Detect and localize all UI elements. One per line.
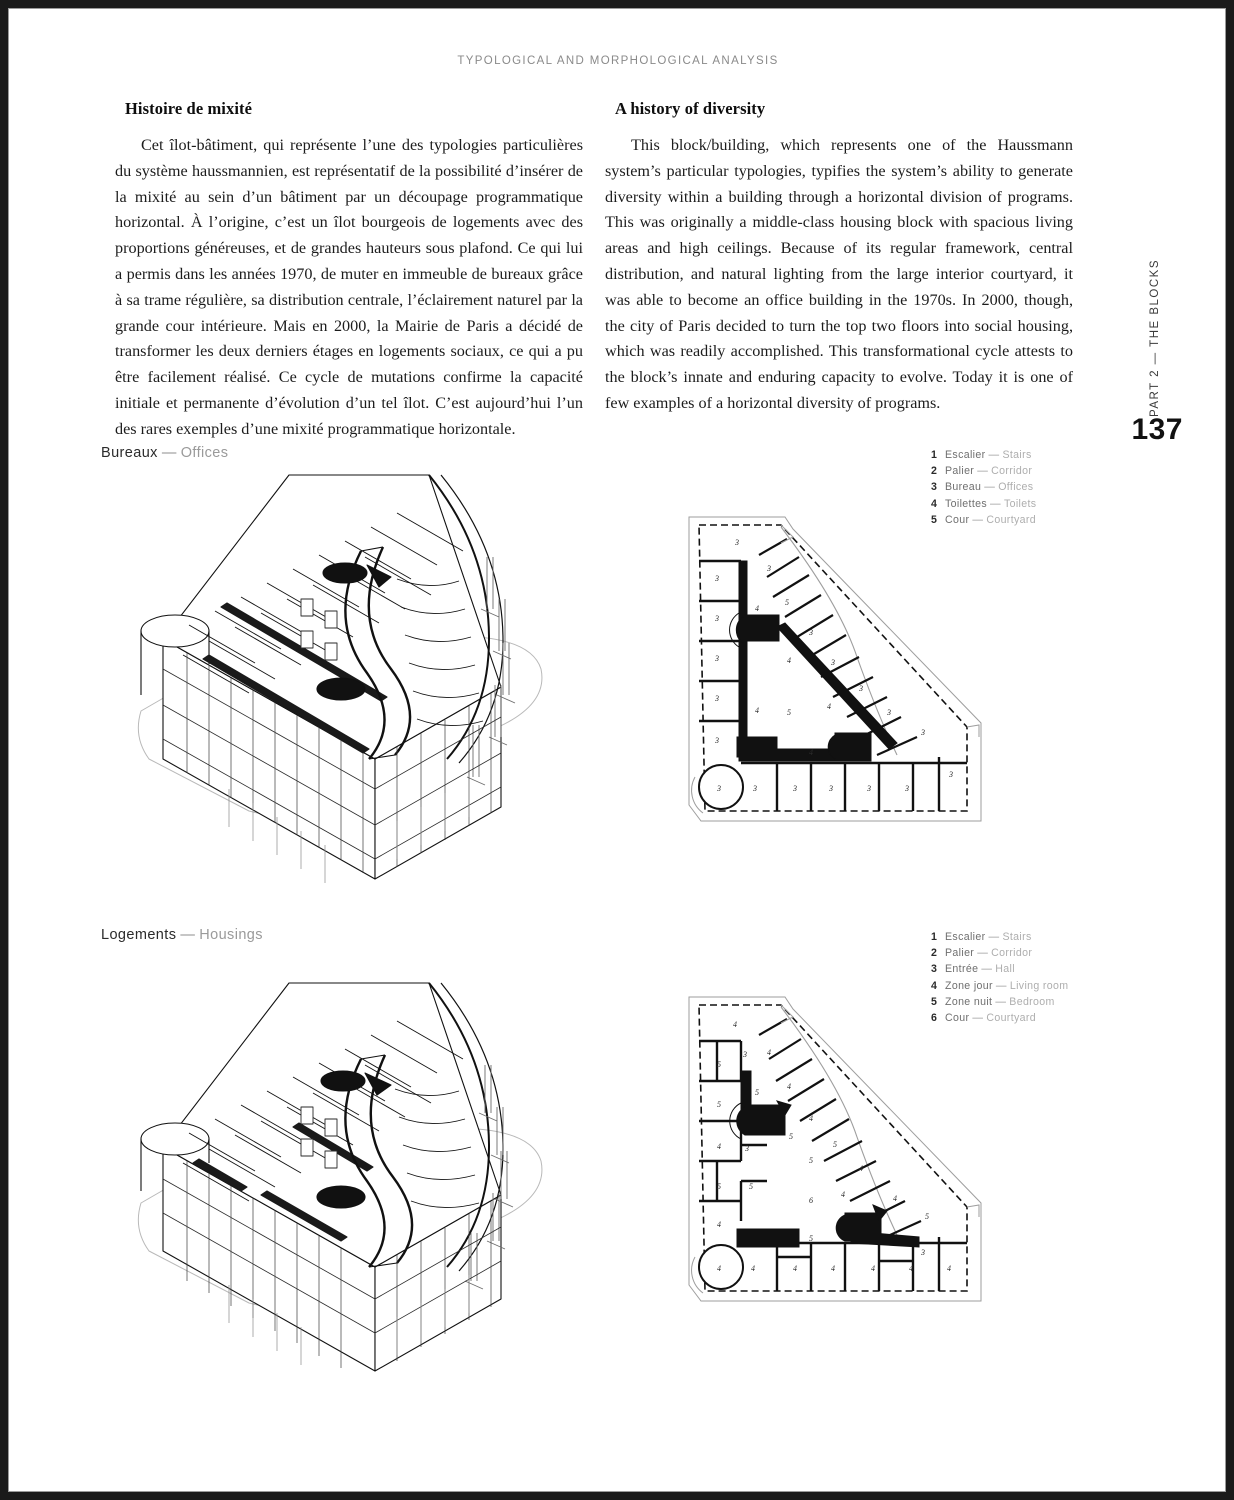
svg-text:3: 3 bbox=[767, 564, 771, 573]
svg-text:3: 3 bbox=[905, 784, 909, 793]
corridor-wall bbox=[737, 1229, 799, 1247]
svg-text:3: 3 bbox=[715, 694, 719, 703]
legend-label-fr: Bureau bbox=[945, 481, 982, 494]
svg-text:4: 4 bbox=[755, 604, 759, 613]
svg-text:4: 4 bbox=[733, 1020, 737, 1029]
core-ellipse bbox=[317, 1186, 365, 1208]
axonometric-offices bbox=[129, 459, 579, 889]
legend-label-fr: Escalier bbox=[945, 931, 986, 943]
svg-text:5: 5 bbox=[785, 598, 789, 607]
svg-text:3: 3 bbox=[831, 658, 835, 667]
legend-number: 3 bbox=[931, 963, 938, 976]
axonometric-svg-offices bbox=[129, 459, 579, 889]
legend-label-fr: Zone jour bbox=[945, 979, 993, 992]
legend-number: 4 bbox=[931, 497, 938, 510]
floor-plan-housings bbox=[681, 985, 991, 1315]
page-number: 137 bbox=[1131, 413, 1183, 446]
corridor-wall bbox=[739, 561, 747, 755]
svg-text:4: 4 bbox=[893, 1194, 897, 1203]
legend-item bbox=[931, 465, 1036, 481]
svg-text:3: 3 bbox=[887, 708, 891, 717]
svg-text:5: 5 bbox=[925, 1212, 929, 1221]
legend-dash: — bbox=[984, 481, 996, 494]
legend-label-fr: Cour bbox=[945, 513, 970, 526]
svg-text:4: 4 bbox=[717, 1142, 721, 1151]
legend-number: 2 bbox=[931, 465, 938, 478]
svg-text:3: 3 bbox=[859, 684, 863, 693]
svg-text:4: 4 bbox=[859, 1164, 863, 1173]
svg-text:4: 4 bbox=[793, 1264, 797, 1273]
legend-label-fr: Escalier bbox=[945, 449, 986, 461]
floor-plan-offices bbox=[681, 505, 991, 835]
legend-dash: — bbox=[977, 947, 989, 960]
caption-french: Bureaux bbox=[101, 445, 158, 461]
legend-label-en: Living room bbox=[1009, 979, 1069, 992]
book-page bbox=[8, 8, 1226, 1492]
caption-dash: — bbox=[180, 927, 196, 943]
svg-text:4: 4 bbox=[909, 1264, 913, 1273]
legend-item bbox=[931, 963, 1068, 979]
legend-number: 5 bbox=[931, 513, 938, 526]
axonometric-housings bbox=[129, 941, 579, 1371]
legend-label-en: Corridor bbox=[991, 947, 1033, 960]
svg-text:3: 3 bbox=[717, 784, 721, 793]
svg-text:3: 3 bbox=[745, 1144, 749, 1153]
legend-dash: — bbox=[972, 1011, 984, 1024]
svg-text:4: 4 bbox=[947, 1264, 951, 1273]
svg-text:5: 5 bbox=[717, 1060, 721, 1069]
svg-text:4: 4 bbox=[755, 706, 759, 715]
legend-item bbox=[931, 449, 1036, 465]
caption-dash: — bbox=[161, 445, 177, 461]
svg-text:3: 3 bbox=[921, 728, 925, 737]
floor-plan-svg-housings bbox=[681, 985, 991, 1315]
svg-text:4: 4 bbox=[787, 1082, 791, 1091]
legend-label-en: Courtyard bbox=[986, 513, 1036, 526]
svg-text:4: 4 bbox=[831, 1264, 835, 1273]
legend-number: 1 bbox=[931, 449, 938, 461]
legend-label-en: Stairs bbox=[1002, 449, 1032, 461]
svg-text:3: 3 bbox=[921, 1248, 925, 1257]
caption-english: Offices bbox=[180, 445, 229, 461]
svg-text:4: 4 bbox=[787, 656, 791, 665]
svg-text:4: 4 bbox=[871, 1264, 875, 1273]
heading-french: Histoire de mixité bbox=[125, 99, 253, 118]
part-side-label: PART 2 — THE BLOCKS bbox=[1149, 258, 1161, 417]
legend-dash: — bbox=[995, 979, 1007, 992]
legend-number: 1 bbox=[931, 931, 938, 943]
svg-text:3: 3 bbox=[949, 770, 953, 779]
legend-label-fr: Cour bbox=[945, 1011, 970, 1024]
svg-text:5: 5 bbox=[787, 708, 791, 717]
legend-label-fr: Entrée bbox=[945, 963, 979, 976]
running-head: TYPOLOGICAL AND MORPHOLOGICAL ANALYSIS bbox=[457, 55, 779, 67]
floor-plan-svg-offices bbox=[681, 505, 991, 835]
svg-text:5: 5 bbox=[833, 1140, 837, 1149]
svg-text:5: 5 bbox=[789, 1132, 793, 1141]
legend-dash: — bbox=[990, 497, 1001, 510]
legend-item bbox=[931, 947, 1068, 963]
body-french: Cet îlot-bâtiment, qui représente l’une des typologies particulières du système haussmannien, est représentatif de la possibilité d’insérer de la mixité au sein d’un bâtiment par un découpage programmatique horizontal. À l’origine, c’est un îlot bourgeois de logements avec des proportions généreuses, et de grandes hauteurs sous plafond. Ce qui lui a permis dans les années 1970, de muter en immeuble de bureaux grâce à sa trame régulière, sa distribution centrale, l’éclairement naturel par la grande cour intérieure. Mais en 2000, la Mairie de Paris a décidé de transformer les deux derniers étages en logements sociaux, ce qui a pu être facilement réalisé. Ce cycle de mutations confirme la capacité initiale et permanente d’évolution d’un tel îlot. C’est aujourd’hui l’un des rares exemples d’une mixité programmatique horizontale. bbox=[115, 136, 583, 438]
legend-label-fr: Toilettes bbox=[945, 497, 988, 510]
svg-text:4: 4 bbox=[767, 1048, 771, 1057]
svg-text:4: 4 bbox=[809, 1114, 813, 1123]
svg-text:5: 5 bbox=[809, 1156, 813, 1165]
svg-text:3: 3 bbox=[809, 628, 813, 637]
svg-text:4: 4 bbox=[841, 1190, 845, 1199]
svg-text:3: 3 bbox=[735, 538, 739, 547]
core-ellipse bbox=[317, 678, 365, 700]
legend-number: 4 bbox=[931, 979, 938, 992]
legend-number: 3 bbox=[931, 481, 938, 494]
legend-label-en: Courtyard bbox=[986, 1011, 1036, 1024]
legend-dash: — bbox=[977, 465, 989, 478]
svg-text:3: 3 bbox=[793, 784, 797, 793]
svg-text:5: 5 bbox=[809, 1234, 813, 1243]
svg-text:5: 5 bbox=[717, 1182, 721, 1191]
stair-core bbox=[828, 733, 871, 759]
svg-text:3: 3 bbox=[829, 784, 833, 793]
svg-text:5: 5 bbox=[749, 1182, 753, 1191]
column-english bbox=[605, 99, 1073, 417]
legend-label-en: Corridor bbox=[991, 465, 1033, 478]
svg-text:5: 5 bbox=[717, 1100, 721, 1109]
legend-item bbox=[931, 931, 1068, 947]
core-ellipse bbox=[323, 563, 367, 583]
legend-dash: — bbox=[995, 995, 1007, 1008]
legend-dash: — bbox=[988, 931, 1000, 943]
svg-text:4: 4 bbox=[717, 1220, 721, 1229]
svg-text:3: 3 bbox=[715, 614, 719, 623]
legend-number: 2 bbox=[931, 947, 938, 960]
legend-dash: — bbox=[988, 449, 1000, 461]
body-english: This block/building, which represents one of the Haussmann system’s particular typologies, typifies the system’s ability to generate diversity within a building through a horizontal division of programs. This was originally a middle-class housing block with spacious living areas and high ceilings. Because of its regular framework, central distribution, and natural lighting from the large interior courtyard, it was able to become an office building in the 1970s. In 2000, though, the city of Paris decided to turn the top two floors into social housing, which was readily accomplished. This transformational cycle attests to the block’s innate and enduring capacity to evolve. Today it is one of few examples of a horizontal diversity of programs. bbox=[605, 136, 1073, 412]
svg-text:5: 5 bbox=[755, 1088, 759, 1097]
legend-label-en: Stairs bbox=[1002, 931, 1032, 943]
svg-text:3: 3 bbox=[867, 784, 871, 793]
stair-core bbox=[737, 737, 777, 757]
svg-text:3: 3 bbox=[715, 654, 719, 663]
legend-label-fr: Palier bbox=[945, 465, 975, 478]
column-french bbox=[115, 99, 583, 443]
svg-text:4: 4 bbox=[717, 1264, 721, 1273]
legend-label-fr: Palier bbox=[945, 947, 975, 960]
axonometric-svg-housings bbox=[129, 941, 579, 1371]
legend-number: 5 bbox=[931, 995, 938, 1008]
legend-label-fr: Zone nuit bbox=[945, 995, 993, 1008]
svg-text:6: 6 bbox=[809, 1196, 813, 1205]
svg-text:3: 3 bbox=[715, 736, 719, 745]
legend-label-en: Hall bbox=[995, 963, 1015, 976]
caption-french: Logements bbox=[101, 927, 177, 943]
legend-dash: — bbox=[972, 513, 984, 526]
legend-label-en: Offices bbox=[998, 481, 1034, 494]
caption-english: Housings bbox=[199, 927, 263, 943]
legend-item bbox=[931, 481, 1036, 497]
heading-english: A history of diversity bbox=[615, 99, 766, 118]
legend-dash: — bbox=[981, 963, 993, 976]
svg-text:3: 3 bbox=[743, 1050, 747, 1059]
svg-text:3: 3 bbox=[715, 574, 719, 583]
core-ellipse bbox=[321, 1071, 365, 1091]
svg-text:4: 4 bbox=[809, 748, 813, 757]
svg-text:4: 4 bbox=[751, 1264, 755, 1273]
legend-label-en: Toilets bbox=[1003, 497, 1037, 510]
svg-text:3: 3 bbox=[753, 784, 757, 793]
legend-number: 6 bbox=[931, 1011, 938, 1024]
legend-label-en: Bedroom bbox=[1009, 995, 1055, 1008]
svg-text:4: 4 bbox=[827, 702, 831, 711]
